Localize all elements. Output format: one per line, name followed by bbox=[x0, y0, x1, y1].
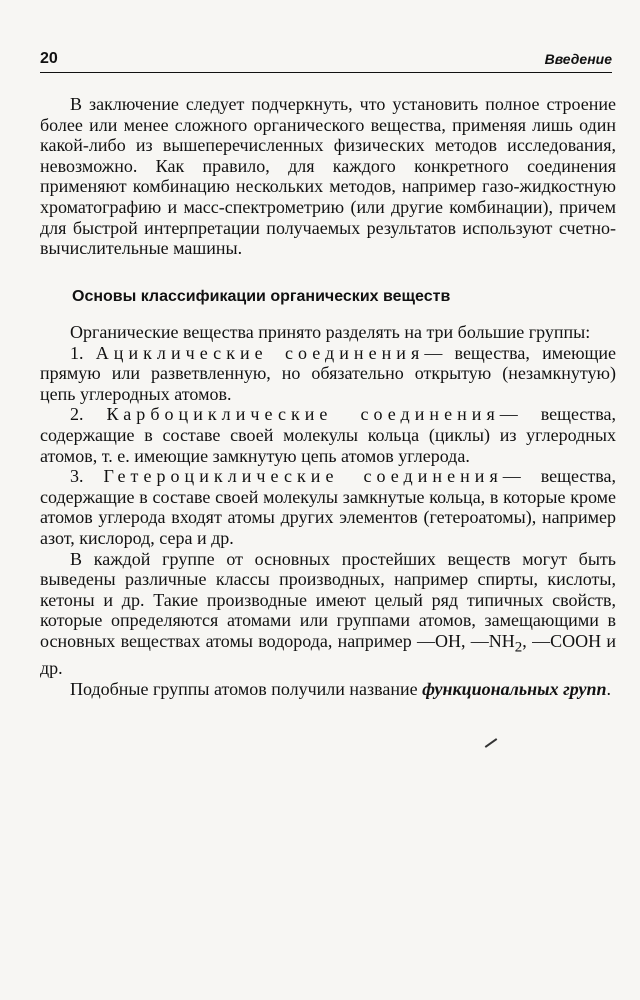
item-text: — вещества, имеющие прямую или разветвленную, но обязательно открытую (незамкнутую) цепь углеродных атомов. bbox=[40, 342, 617, 404]
intro-paragraph: В заключение следует подчеркнуть, что установить полное строение более или менее сложного органического вещества, применяя лишь один какой-либо из вышеперечисленных физических методов исследования, невозможно. Как правило, для каждого конкретного соединения применяют комбинацию нескольких методов, например газо-жидкостную хроматографию и масс-спектрометрию (или другие комбинации), причем для быстрой интерпретации получаемых результатов используют счетно-вычислительные машины. bbox=[40, 94, 616, 259]
classification-block bbox=[40, 322, 616, 699]
list-item bbox=[40, 404, 616, 466]
closing-period: . bbox=[606, 678, 612, 699]
list-item bbox=[40, 343, 616, 405]
nh2-subscript: 2 bbox=[514, 639, 523, 656]
item-number: 3. bbox=[70, 466, 84, 487]
list-item bbox=[40, 466, 616, 548]
section-heading: Основы классификации органических веществ bbox=[72, 288, 451, 305]
item-text: — вещества, содержащие в составе своей молекулы замкнутые кольца, в которые кроме атомов углерода входят атомы других элементов (гетероатомы), например азот, кислород, сера и др. bbox=[40, 466, 616, 548]
derivatives-text-start: В каждой группе от основных простейших веществ могут быть выведены различные классы производных, например спирты, кислоты, кетоны и др. Такие производные имеют целый ряд типичных свойств, которые определяются атомами или группами атомов, замещающими в основных веществах атомы водорода, например —OH, —NH bbox=[40, 548, 616, 651]
running-title: Введение bbox=[544, 51, 612, 67]
ink-mark bbox=[485, 738, 498, 748]
item-term: Гетероциклические соединения bbox=[103, 466, 503, 487]
functional-groups-term: функциональных групп bbox=[422, 678, 607, 699]
derivatives-text-end: , —COOH и др. bbox=[40, 630, 616, 679]
closing-text: Подобные группы атомов получили название bbox=[70, 678, 423, 699]
item-term: Карбоциклические соединения bbox=[106, 404, 500, 425]
intro-block bbox=[40, 94, 616, 259]
item-number: 2. bbox=[70, 404, 84, 425]
item-number: 1. bbox=[70, 342, 84, 363]
derivatives-paragraph bbox=[40, 549, 616, 679]
item-term: Ациклические соединения bbox=[95, 342, 425, 363]
closing-paragraph bbox=[40, 679, 616, 700]
page-number: 20 bbox=[40, 50, 58, 67]
item-text: — вещества, содержащие в составе своей молекулы кольца (циклы) из углеродных атомов, т. е. имеющие замкнутую цепь атомов углерода. bbox=[40, 404, 616, 466]
lead-paragraph: Органические вещества принято разделять на три большие группы: bbox=[70, 322, 591, 342]
page-header bbox=[40, 48, 612, 73]
